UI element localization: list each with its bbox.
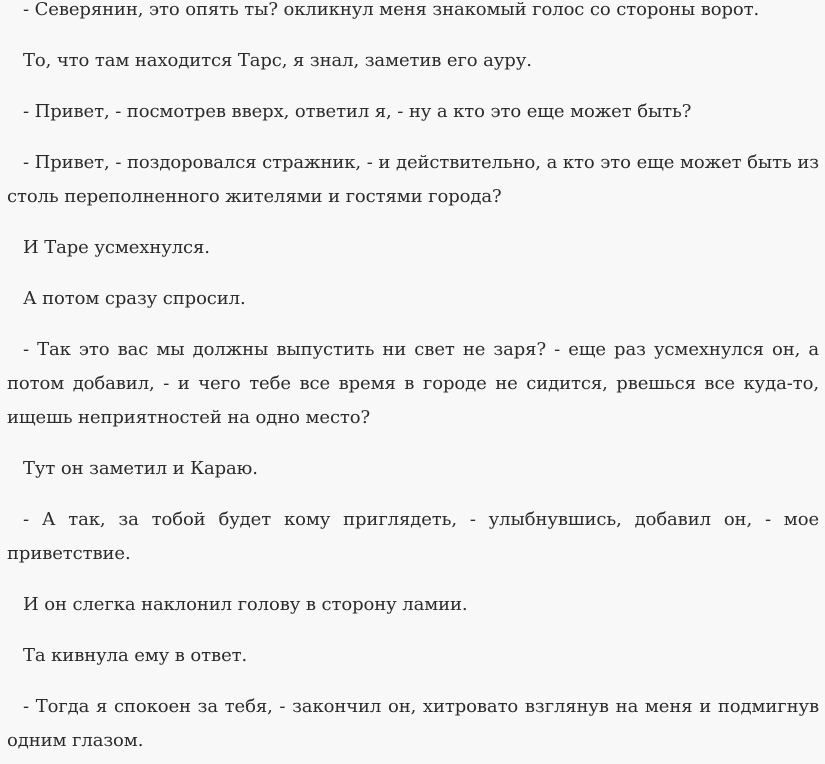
- paragraph-11: Та кивнула ему в ответ.: [23, 645, 248, 666]
- paragraph-4: - Привет, - поздоровался стражник, - и действительно, а кто это еще может быть из столь переполненного жителями и гостями города?: [7, 152, 819, 207]
- paragraph-3: - Привет, - посмотрев вверх, ответил я, - ну а кто это еще может быть?: [23, 101, 692, 122]
- paragraph-7: - Так это вас мы должны выпустить ни свет не заря? - еще раз усмехнулся он, а потом добавил, - и чего тебе все время в городе не сидится, рвешься все куда-то, ищешь неприятностей на одно место?: [7, 339, 819, 428]
- paragraph-12: - Тогда я спокоен за тебя, - закончил он, хитровато взглянув на меня и подмигнув одним глазом.: [7, 696, 819, 751]
- paragraph-1: - Северянин, это опять ты? окликнул меня знакомый голос со стороны ворот.: [23, 0, 760, 20]
- story-text: [7, 0, 819, 758]
- paragraph-10: И он слегка наклонил голову в сторону ламии.: [23, 594, 468, 615]
- paragraph-2: То, что там находится Тарс, я знал, заметив его ауру.: [23, 50, 532, 71]
- paragraph-5: И Таре усмехнулся.: [23, 237, 210, 258]
- paragraph-8: Тут он заметил и Караю.: [23, 458, 258, 479]
- paragraph-6: А потом сразу спросил.: [23, 288, 246, 309]
- paragraph-9: - А так, за тобой будет кому приглядеть, - улыбнувшись, добавил он, - мое приветствие.: [7, 509, 819, 564]
